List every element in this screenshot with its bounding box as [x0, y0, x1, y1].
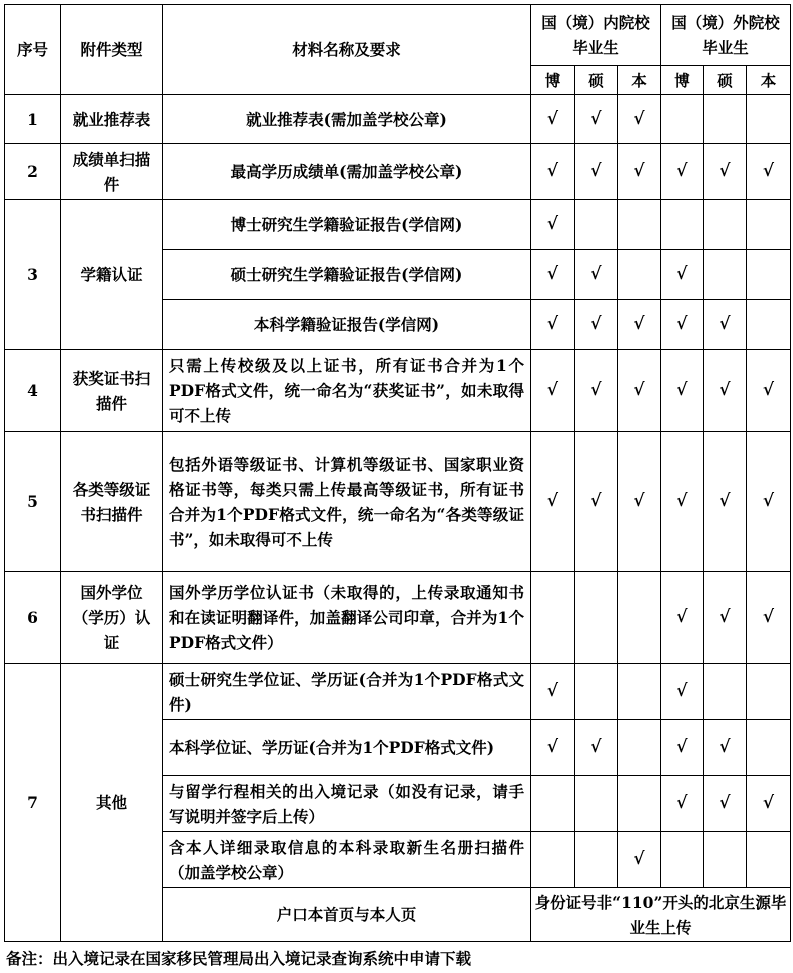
- check-mark: √: [661, 776, 704, 832]
- empty-cell: [575, 832, 618, 888]
- row-material: 国外学历学位认证书（未取得的，上传录取通知书和在读证明翻译件，加盖翻译公司印章，合并为1个PDF格式文件）: [163, 572, 531, 664]
- header-foreign-phd: 博: [661, 66, 704, 95]
- row-material: 硕士研究生学籍验证报告(学信网): [163, 250, 531, 300]
- row-seq: 7: [5, 664, 61, 942]
- empty-cell: [618, 776, 661, 832]
- empty-cell: [618, 572, 661, 664]
- check-mark: √: [747, 432, 791, 572]
- row-material: 博士研究生学籍验证报告(学信网): [163, 200, 531, 250]
- empty-cell: [747, 95, 791, 144]
- row-material: 只需上传校级及以上证书，所有证书合并为1个PDF格式文件，统一命名为“获奖证书”，如未取得可不上传: [163, 350, 531, 432]
- empty-cell: [575, 776, 618, 832]
- check-mark: √: [618, 432, 661, 572]
- header-domestic-bachelor: 本: [618, 66, 661, 95]
- empty-cell: [704, 95, 747, 144]
- row-material: 本科学籍验证报告(学信网): [163, 300, 531, 350]
- check-mark: √: [661, 300, 704, 350]
- empty-cell: [531, 832, 575, 888]
- table-row: [5, 200, 791, 250]
- check-mark: √: [704, 776, 747, 832]
- header-foreign-master: 硕: [704, 66, 747, 95]
- table-row: [5, 572, 791, 664]
- header-domestic-phd: 博: [531, 66, 575, 95]
- check-mark: √: [661, 350, 704, 432]
- empty-cell: [531, 572, 575, 664]
- check-mark: √: [531, 432, 575, 572]
- header-row: [5, 5, 791, 66]
- empty-cell: [618, 250, 661, 300]
- check-mark: √: [747, 572, 791, 664]
- check-mark: √: [747, 776, 791, 832]
- check-mark: √: [531, 720, 575, 776]
- row-type: 国外学位（学历）认证: [61, 572, 163, 664]
- check-mark: √: [618, 300, 661, 350]
- empty-cell: [704, 664, 747, 720]
- check-mark: √: [661, 720, 704, 776]
- empty-cell: [747, 664, 791, 720]
- check-mark: √: [531, 664, 575, 720]
- check-mark: √: [618, 95, 661, 144]
- empty-cell: [747, 832, 791, 888]
- header-type: 附件类型: [61, 5, 163, 95]
- check-mark: √: [575, 720, 618, 776]
- header-foreign: 国（境）外院校毕业生: [661, 5, 791, 66]
- empty-cell: [747, 300, 791, 350]
- header-domestic-master: 硕: [575, 66, 618, 95]
- check-mark: √: [531, 200, 575, 250]
- row-material: 硕士研究生学位证、学历证(合并为1个PDF格式文件): [163, 664, 531, 720]
- table-row: [5, 432, 791, 572]
- table-row: [5, 95, 791, 144]
- empty-cell: [704, 200, 747, 250]
- empty-cell: [661, 200, 704, 250]
- check-mark: √: [661, 664, 704, 720]
- row-type: 成绩单扫描件: [61, 144, 163, 200]
- row-seq: 6: [5, 572, 61, 664]
- empty-cell: [531, 776, 575, 832]
- check-mark: √: [531, 144, 575, 200]
- check-mark: √: [531, 300, 575, 350]
- footnote: 备注：出入境记录在国家移民管理局出入境记录查询系统中申请下载: [6, 949, 472, 968]
- empty-cell: [618, 664, 661, 720]
- table-row: [5, 664, 791, 720]
- check-mark: √: [531, 250, 575, 300]
- empty-cell: [747, 250, 791, 300]
- check-mark: √: [618, 832, 661, 888]
- check-mark: √: [575, 432, 618, 572]
- row-material: 含本人详细录取信息的本科录取新生名册扫描件（加盖学校公章）: [163, 832, 531, 888]
- row-type: 其他: [61, 664, 163, 942]
- check-mark: √: [704, 144, 747, 200]
- empty-cell: [661, 832, 704, 888]
- check-mark: √: [575, 350, 618, 432]
- empty-cell: [747, 720, 791, 776]
- header-foreign-bachelor: 本: [747, 66, 791, 95]
- row-seq: 1: [5, 95, 61, 144]
- empty-cell: [618, 200, 661, 250]
- check-mark: √: [704, 350, 747, 432]
- check-mark: √: [575, 95, 618, 144]
- row-type: 学籍认证: [61, 200, 163, 350]
- row-material: 与留学行程相关的出入境记录（如没有记录，请手写说明并签字后上传）: [163, 776, 531, 832]
- row-seq: 4: [5, 350, 61, 432]
- row-material: 户口本首页与本人页: [163, 888, 531, 942]
- empty-cell: [575, 200, 618, 250]
- empty-cell: [575, 664, 618, 720]
- row-type: 就业推荐表: [61, 95, 163, 144]
- hukou-note: 身份证号非“110”开头的北京生源毕业生上传: [531, 888, 791, 942]
- check-mark: √: [531, 350, 575, 432]
- check-mark: √: [661, 144, 704, 200]
- check-mark: √: [575, 300, 618, 350]
- empty-cell: [704, 832, 747, 888]
- check-mark: √: [704, 432, 747, 572]
- attachment-requirements-table: [4, 4, 791, 942]
- empty-cell: [747, 200, 791, 250]
- empty-cell: [618, 720, 661, 776]
- row-material: 最高学历成绩单(需加盖学校公章): [163, 144, 531, 200]
- header-domestic: 国（境）内院校毕业生: [531, 5, 661, 66]
- row-seq: 5: [5, 432, 61, 572]
- check-mark: √: [661, 572, 704, 664]
- check-mark: √: [704, 720, 747, 776]
- table-row: [5, 144, 791, 200]
- header-seq: 序号: [5, 5, 61, 95]
- check-mark: √: [661, 250, 704, 300]
- row-seq: 3: [5, 200, 61, 350]
- check-mark: √: [618, 144, 661, 200]
- table-row: [5, 350, 791, 432]
- header-material: 材料名称及要求: [163, 5, 531, 95]
- row-seq: 2: [5, 144, 61, 200]
- check-mark: √: [747, 144, 791, 200]
- row-type: 获奖证书扫描件: [61, 350, 163, 432]
- check-mark: √: [661, 432, 704, 572]
- check-mark: √: [618, 350, 661, 432]
- check-mark: √: [575, 250, 618, 300]
- empty-cell: [661, 95, 704, 144]
- row-material: 本科学位证、学历证(合并为1个PDF格式文件): [163, 720, 531, 776]
- row-type: 各类等级证书扫描件: [61, 432, 163, 572]
- empty-cell: [575, 572, 618, 664]
- check-mark: √: [704, 572, 747, 664]
- check-mark: √: [747, 350, 791, 432]
- empty-cell: [704, 250, 747, 300]
- check-mark: √: [575, 144, 618, 200]
- row-material: 就业推荐表(需加盖学校公章): [163, 95, 531, 144]
- row-material: 包括外语等级证书、计算机等级证书、国家职业资格证书等，每类只需上传最高等级证书，所有证书合并为1个PDF格式文件，统一命名为“各类等级证书”，如未取得可不上传: [163, 432, 531, 572]
- check-mark: √: [704, 300, 747, 350]
- check-mark: √: [531, 95, 575, 144]
